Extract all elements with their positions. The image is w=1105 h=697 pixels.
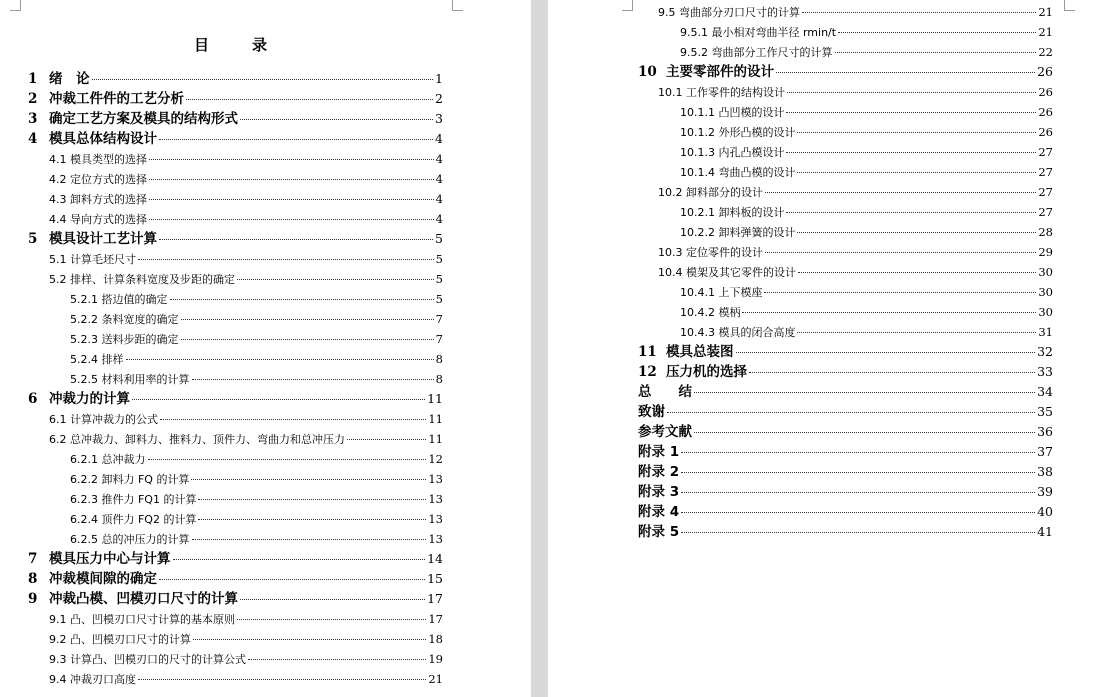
toc-entry[interactable] [70,529,443,549]
toc-dot-leader [240,118,433,120]
toc-dot-leader [126,358,434,360]
toc-entry-title: 10.2.1 卸料板的设计 [680,206,785,219]
toc-dot-leader [786,211,1036,213]
toc-page-number: 27 [1038,185,1053,199]
toc-entry-title: 致谢 [638,404,665,420]
toc-entry[interactable] [28,589,443,609]
toc-page-number: 13 [428,512,443,526]
toc-entry[interactable] [28,389,443,409]
toc-dot-leader [797,171,1036,173]
toc-page-number: 35 [1037,404,1053,419]
toc-dot-leader [240,598,425,600]
toc-entry-title: 6.2.2 卸料力 FQ 的计算 [70,473,190,486]
toc-page-number: 7 [435,332,443,346]
toc-page-number: 14 [427,551,443,566]
toc-entry-title: 10.2 卸料部分的设计 [658,186,763,199]
toc-page-number: 19 [428,652,443,666]
toc-entry-title: 冲裁凸模、凹模刃口尺寸的计算 [49,591,238,607]
toc-dot-leader [198,518,426,520]
toc-page-number: 4 [435,131,443,146]
toc-dot-leader [838,31,1036,33]
toc-entry-title: 4.2 定位方式的选择 [49,173,147,186]
toc-page-number: 36 [1037,424,1053,439]
toc-entry-title: 6.2.5 总的冲压力的计算 [70,533,190,546]
toc-entry[interactable] [70,369,443,389]
toc-dot-leader [765,251,1036,253]
toc-page-number: 5 [435,272,443,286]
toc-entry[interactable] [70,509,443,529]
toc-page-number: 26 [1037,64,1053,79]
toc-entry-title: 4.3 卸料方式的选择 [49,193,147,206]
toc-dot-leader [192,378,434,380]
toc-entry-title: 冲裁模间隙的确定 [49,571,157,587]
toc-dot-leader [192,538,427,540]
toc-entry[interactable] [49,429,443,449]
toc-dot-leader [667,411,1035,413]
toc-dot-leader [786,151,1036,153]
toc-dot-leader [787,91,1036,93]
toc-entry-title: 确定工艺方案及模具的结构形式 [49,111,238,127]
toc-entry[interactable] [49,649,443,669]
toc-entry[interactable] [49,149,443,169]
toc-entry[interactable] [680,202,1053,222]
toc-entry-number: 7 [28,551,38,567]
toc-page-number: 26 [1038,85,1053,99]
toc-entry-title: 模具总装图 [666,344,734,360]
toc-entry-title: 附录 5 [638,524,680,540]
toc-page-number: 15 [427,571,443,586]
toc-dot-leader [132,398,425,400]
toc-page-number: 13 [428,492,443,506]
toc-entry[interactable] [638,362,1053,382]
toc-entry-title: 10.1.4 弯曲凸模的设计 [680,166,796,179]
toc-page-number: 5 [435,231,443,246]
toc-entry[interactable] [680,322,1053,342]
toc-entry-title: 模具设计工艺计算 [49,231,157,247]
toc-page-number: 7 [435,312,443,326]
toc-page-number: 4 [435,212,443,226]
toc-entry-title: 冲裁力的计算 [49,391,130,407]
toc-dot-leader [797,131,1036,133]
toc-page-number: 39 [1037,484,1053,499]
toc-dot-leader [92,78,434,80]
toc-dot-leader [149,178,434,180]
toc-entry-title: 4.4 导向方式的选择 [49,213,147,226]
toc-entry[interactable] [680,282,1053,302]
toc-entry[interactable] [70,449,443,469]
toc-page-number: 26 [1038,105,1053,119]
toc-dot-leader [736,351,1036,353]
toc-page-number: 4 [435,172,443,186]
toc-page-number: 11 [427,391,443,406]
toc-entry-number: 3 [28,111,38,127]
toc-page-number: 28 [1038,225,1053,239]
toc-page-number: 17 [427,591,443,606]
toc-page-number: 13 [428,532,443,546]
toc-page-number: 41 [1037,524,1053,539]
toc-page-number: 12 [428,452,443,466]
toc-page-number: 40 [1037,504,1053,519]
toc-entry[interactable] [638,502,1053,522]
toc-dot-leader [138,678,426,680]
toc-entry[interactable] [49,269,443,289]
toc-dot-leader [764,291,1036,293]
toc-entry[interactable] [680,102,1053,122]
toc-page-number: 5 [435,252,443,266]
toc-entry[interactable] [680,162,1053,182]
toc-page-number: 33 [1037,364,1053,379]
toc-entry-title: 10.2.2 卸料弹簧的设计 [680,226,796,239]
toc-entry-title: 10.3 定位零件的设计 [658,246,763,259]
toc-entry-title: 绪 论 [49,71,90,87]
toc-entry[interactable] [658,182,1053,202]
toc-entry-title: 主要零部件的设计 [666,64,774,80]
toc-entry[interactable] [658,262,1053,282]
toc-entry[interactable] [70,349,443,369]
toc-entry[interactable] [638,422,1053,442]
toc-entry-title: 6.2.1 总冲裁力 [70,453,146,466]
toc-page-number: 13 [428,472,443,486]
toc-dot-leader [186,98,433,100]
toc-page-number: 11 [428,412,443,426]
toc-page-number: 17 [428,612,443,626]
toc-dot-leader [173,558,426,560]
toc-dot-leader [802,11,1036,13]
toc-dot-leader [149,158,434,160]
toc-entry-number: 10 [638,64,657,80]
toc-entry-title: 9.5 弯曲部分刃口尺寸的计算 [658,6,800,19]
toc-entry[interactable] [638,462,1053,482]
toc-page-number: 38 [1037,464,1053,479]
toc-page-number: 29 [1038,245,1053,259]
toc-entry[interactable] [658,242,1053,262]
toc-entry-title: 4.1 模具类型的选择 [49,153,147,166]
toc-page-number: 21 [1038,25,1053,39]
toc-entry[interactable] [28,569,443,589]
toc-entry[interactable] [28,229,443,249]
toc-page-number: 4 [435,192,443,206]
toc-dot-leader [797,231,1036,233]
toc-entry-number: 11 [638,344,657,360]
toc-dot-leader [149,218,434,220]
toc-page-number: 26 [1038,125,1053,139]
toc-dot-leader [159,238,433,240]
toc-dot-leader [191,478,426,480]
toc-entry[interactable] [49,209,443,229]
toc-entry[interactable] [638,62,1053,82]
toc-page-number: 1 [435,71,443,86]
toc-entry-title: 10.1.2 外形凸模的设计 [680,126,796,139]
toc-entry-number: 4 [28,131,38,147]
toc-entry-title: 10.4.1 上下模座 [680,286,763,299]
toc-dot-leader [181,338,434,340]
toc-page-left [0,0,531,697]
toc-dot-leader [248,658,426,660]
toc-entry[interactable] [680,302,1053,322]
toc-entry-title: 9.1 凸、凹模刃口尺寸计算的基本原则 [49,613,235,626]
toc-page-right [548,0,1105,697]
toc-dot-leader [742,311,1036,313]
toc-dot-leader [681,511,1035,513]
toc-entry[interactable] [49,169,443,189]
toc-entry[interactable] [70,289,443,309]
toc-page-number: 32 [1037,344,1053,359]
page-corner-mark [452,0,463,11]
toc-entry-title: 冲裁工件件的工艺分析 [49,91,184,107]
toc-entry[interactable] [49,629,443,649]
toc-dot-leader [681,531,1035,533]
toc-entry-title: 6.2.4 顶件力 FQ2 的计算 [70,513,197,526]
toc-entry[interactable] [680,42,1053,62]
toc-entry-title: 9.2 凸、凹模刃口尺寸的计算 [49,633,191,646]
toc-entry[interactable] [638,482,1053,502]
toc-dot-leader [681,451,1035,453]
toc-dot-leader [765,191,1036,193]
toc-dot-leader [198,498,426,500]
toc-title: 目 录 [193,36,281,54]
toc-page-number: 21 [428,672,443,686]
toc-entry-number: 1 [28,71,38,87]
toc-page-number: 37 [1037,444,1053,459]
toc-dot-leader [347,438,426,440]
toc-entry-title: 10.1.3 内孔凸模设计 [680,146,785,159]
toc-entry[interactable] [70,309,443,329]
toc-dot-leader [237,618,426,620]
toc-entry[interactable] [658,82,1053,102]
toc-entry-number: 2 [28,91,38,107]
toc-page-number: 30 [1038,305,1053,319]
toc-page-number: 18 [428,632,443,646]
toc-entry[interactable] [680,222,1053,242]
toc-entry-title: 5.2.2 条料宽度的确定 [70,313,179,326]
toc-entry-number: 8 [28,571,38,587]
toc-entry[interactable] [28,109,443,129]
toc-dot-leader [181,318,434,320]
toc-dot-leader [149,198,434,200]
toc-entry[interactable] [70,469,443,489]
toc-entry[interactable] [658,2,1053,22]
toc-entry-title: 5.1 计算毛坯尺寸 [49,253,136,266]
toc-page-number: 5 [435,292,443,306]
toc-entry[interactable] [49,189,443,209]
toc-entry-title: 5.2.1 搭边值的确定 [70,293,168,306]
toc-entry[interactable] [638,342,1053,362]
toc-entry-title: 6.1 计算冲裁力的公式 [49,413,158,426]
toc-entry[interactable] [70,329,443,349]
toc-page-number: 2 [435,91,443,106]
toc-entry-title: 10.1 工作零件的结构设计 [658,86,785,99]
toc-entry[interactable] [638,442,1053,462]
toc-dot-leader [798,271,1036,273]
toc-dot-leader [694,391,1035,393]
toc-page-number: 27 [1038,165,1053,179]
toc-dot-leader [681,491,1035,493]
toc-entry-number: 12 [638,364,657,380]
toc-entry-title: 总 结 [638,384,692,400]
toc-dot-leader [681,471,1035,473]
toc-entry-title: 5.2.4 排样 [70,353,124,366]
toc-entry[interactable] [28,549,443,569]
toc-entry-number: 9 [28,591,38,607]
toc-page-number: 8 [435,372,443,386]
toc-dot-leader [159,138,433,140]
toc-entry-title: 6.2 总冲裁力、卸料力、推料力、顶件力、弯曲力和总冲压力 [49,433,345,446]
toc-dot-leader [776,71,1035,73]
toc-entry[interactable] [28,129,443,149]
toc-entry[interactable] [49,609,443,629]
toc-dot-leader [159,578,425,580]
toc-entry-title: 附录 3 [638,484,680,500]
toc-entry-title: 10.1.1 凸凹模的设计 [680,106,785,119]
toc-entry[interactable] [49,409,443,429]
toc-page-number: 30 [1038,265,1053,279]
toc-entry-title: 压力机的选择 [666,364,747,380]
toc-entry-title: 6.2.3 推件力 FQ1 的计算 [70,493,197,506]
toc-page-number: 11 [428,432,443,446]
toc-page-number: 8 [435,352,443,366]
toc-page-number: 27 [1038,145,1053,159]
page-gutter [531,0,548,697]
toc-page-number: 21 [1038,5,1053,19]
toc-dot-leader [786,111,1036,113]
toc-dot-leader [237,278,434,280]
toc-entry-title: 参考文献 [638,424,692,440]
toc-dot-leader [694,431,1035,433]
toc-dot-leader [138,258,434,260]
toc-entry-title: 9.3 计算凸、凹模刃口的尺寸的计算公式 [49,653,246,666]
toc-page-number: 31 [1038,325,1053,339]
toc-dot-leader [797,331,1036,333]
toc-entry[interactable] [638,522,1053,542]
toc-entry-number: 6 [28,391,38,407]
toc-page-number: 22 [1038,45,1053,59]
toc-dot-leader [160,418,426,420]
page-corner-mark [622,0,633,11]
page-corner-mark [1064,0,1075,11]
toc-entry-number: 5 [28,231,38,247]
toc-page-number: 4 [435,152,443,166]
toc-entry[interactable] [49,669,443,689]
toc-page-number: 3 [435,111,443,126]
toc-dot-leader [170,298,434,300]
toc-entry-title: 10.4.2 模柄 [680,306,741,319]
toc-dot-leader [148,458,427,460]
toc-dot-leader [193,638,426,640]
toc-page-number: 30 [1038,285,1053,299]
toc-entry-title: 5.2 排样、计算条料宽度及步距的确定 [49,273,235,286]
toc-entry-title: 模具总体结构设计 [49,131,157,147]
toc-entry-title: 10.4.3 模具的闭合高度 [680,326,796,339]
toc-entry[interactable] [638,382,1053,402]
toc-entry-title: 9.4 冲裁刃口高度 [49,673,136,686]
toc-dot-leader [749,371,1035,373]
toc-entry-title: 附录 2 [638,464,680,480]
toc-entry-title: 附录 4 [638,504,680,520]
toc-entry[interactable] [70,489,443,509]
toc-entry-title: 附录 1 [638,444,680,460]
toc-entry[interactable] [28,69,443,89]
toc-entry[interactable] [680,122,1053,142]
toc-entry[interactable] [638,402,1053,422]
toc-entry-title: 10.4 模架及其它零件的设计 [658,266,796,279]
toc-page-number: 27 [1038,205,1053,219]
page-corner-mark [10,0,21,11]
toc-entry[interactable] [680,22,1053,42]
toc-entry-title: 9.5.2 弯曲部分工作尺寸的计算 [680,46,833,59]
toc-page-number: 34 [1037,384,1053,399]
toc-entry-title: 模具压力中心与计算 [49,551,171,567]
toc-entry[interactable] [28,89,443,109]
toc-dot-leader [835,51,1037,53]
toc-entry[interactable] [680,142,1053,162]
toc-entry[interactable] [49,249,443,269]
toc-entry-title: 5.2.3 送料步距的确定 [70,333,179,346]
toc-entry-title: 5.2.5 材料利用率的计算 [70,373,190,386]
toc-entry-title: 9.5.1 最小相对弯曲半径 rmin/t [680,26,837,39]
